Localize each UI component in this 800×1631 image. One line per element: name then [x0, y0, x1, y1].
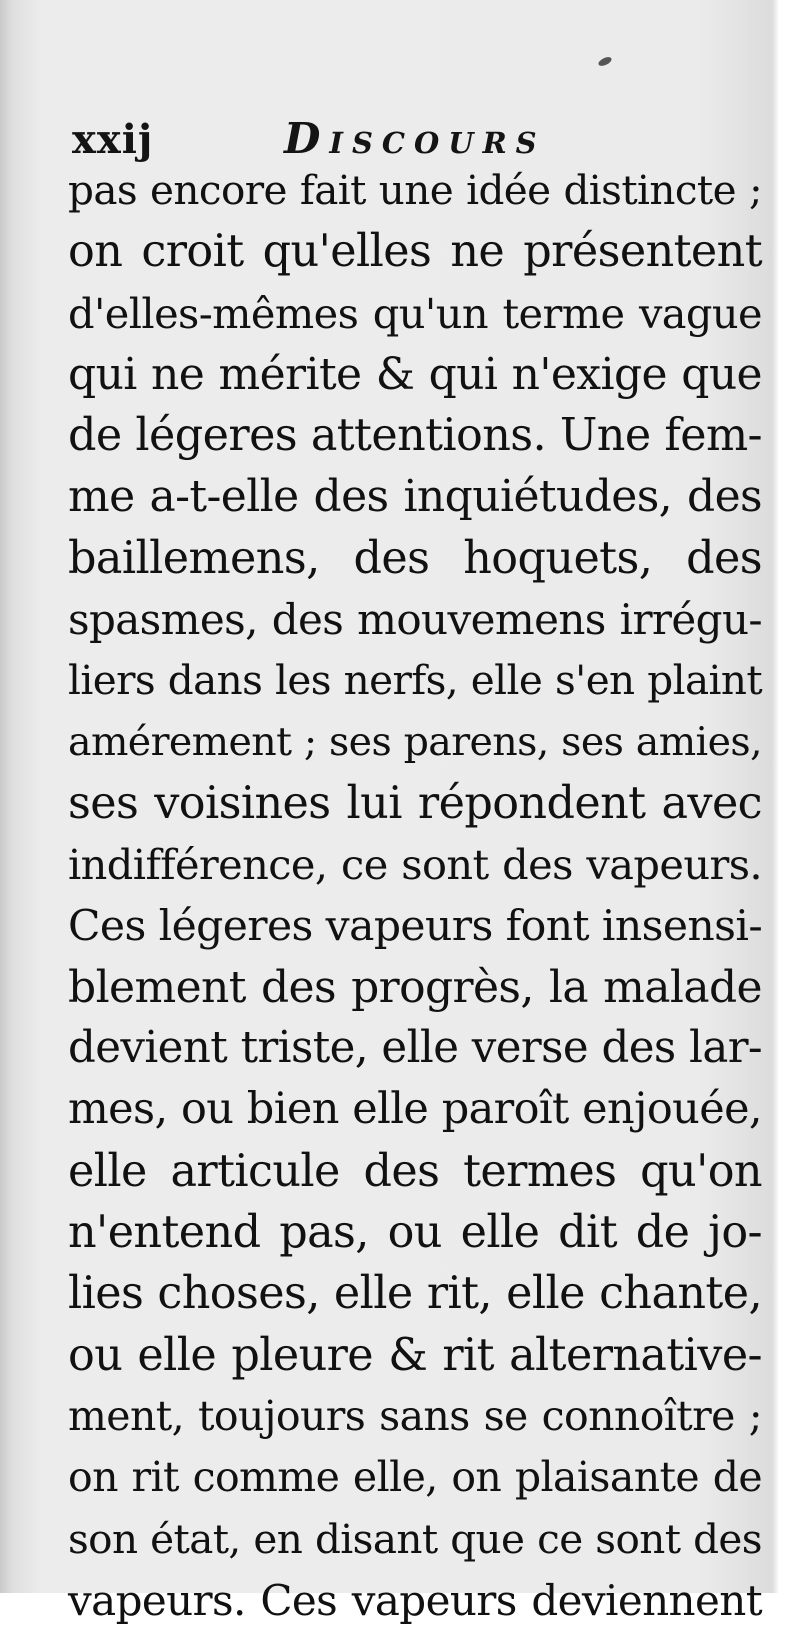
text-line: mes, ou bien elle paroît enjouée, — [68, 1084, 762, 1135]
text-line: Ces légeres vapeurs font insensi- — [68, 901, 763, 951]
text-line: lies choses, elle rit, elle chante, — [68, 1268, 762, 1320]
text-line: d'elles-mêmes qu'un terme vague — [68, 288, 762, 338]
text-line: indifférence, ce sont des vapeurs. — [68, 840, 762, 890]
text-line: me a-t-elle des inquiétudes, des — [68, 471, 762, 523]
text-line: vapeurs. Ces vapeurs deviennent — [68, 1575, 762, 1625]
text-line: spasmes, des mouvemens irrégu- — [68, 595, 762, 645]
text-line: elle articule des termes qu'on — [68, 1145, 762, 1197]
text-line: amérement ; ses parens, ses amies, — [68, 718, 762, 765]
text-line: on croit qu'elles ne présentent — [68, 226, 762, 278]
page-number: xxij — [72, 116, 154, 163]
text-line: devient triste, elle verse des lar- — [68, 1023, 762, 1074]
text-line: de légeres attentions. Une fem- — [68, 410, 762, 462]
text-line: on rit comme elle, on plaisante de — [68, 1453, 762, 1502]
body-text — [68, 160, 762, 1631]
text-line: son état, en disant que ce sont des — [68, 1514, 762, 1563]
page-edge — [778, 0, 800, 1593]
text-line: ment, toujours sans se connoître ; — [68, 1391, 762, 1440]
text-line: blement des progrès, la malade — [68, 961, 762, 1013]
text-line: pas encore fait une idée distincte ; — [68, 166, 762, 214]
text-line: ses voisines lui répondent avec — [68, 777, 762, 829]
text-line: baillemens, des hoquets, des — [68, 532, 762, 584]
ink-speck — [597, 55, 613, 67]
text-line: qui ne mérite & qui n'exige que — [68, 348, 762, 400]
text-line: n'entend pas, ou elle dit de jo- — [68, 1207, 762, 1259]
text-line: ou elle pleure & rit alternative- — [68, 1329, 762, 1381]
running-title: Discours — [284, 114, 546, 163]
text-line: liers dans les nerfs, elle s'en plaint — [68, 656, 762, 705]
